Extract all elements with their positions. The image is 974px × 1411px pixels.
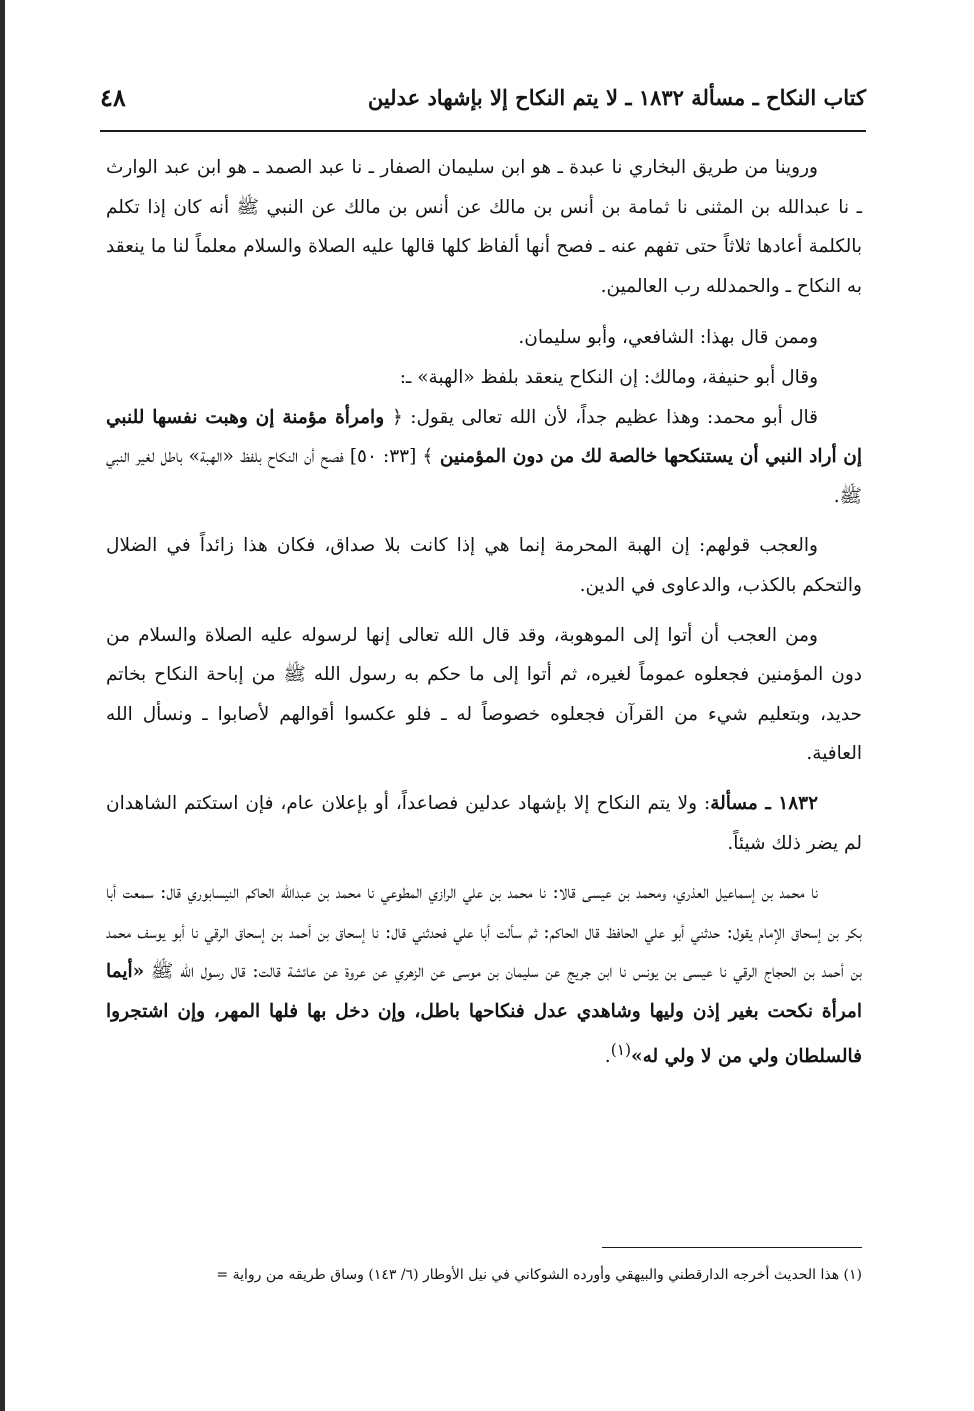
paragraph-text: ﴾ [٣٣: ٥٠] فصح أن النكاح بلفظ «الهبة» باطل لغير النبي ﷺ. <box>106 446 862 507</box>
page-number: ٤٨ <box>100 82 126 112</box>
paragraph <box>106 873 862 1077</box>
paragraph <box>106 398 862 517</box>
paragraph: وروينا من طريق البخاري نا عبدة ـ هو ابن سليمان الصفار ـ نا عبد الصمد ـ هو ابن عبد الوارث ـ نا عبدالله بن المثنى نا ثمامة بن أنس بن مالك عن أنس بن مالك عن النبي ﷺ أنه كان إذا تكلم بالكلمة أعادها ثلاثاً حتى تفهم عنه ـ فصح أنها ألفاظ كلها قالها عليه الصلاة والسلام معلماً لنا ما ينعقد به النكاح ـ والحمدلله رب العالمين. <box>106 157 862 297</box>
paragraph: والعجب قولهم: إن الهبة المحرمة إنما هي إذا كانت بلا صداق، فكان هذا زائداً في الضلال والتحكم بالكذب، والدعاوى في الدين. <box>106 535 862 596</box>
quran-quote: وامرأة مؤمنة إن وهبت نفسها للنبي إن أراد النبي أن يستنكحها خالصة لك من دون المؤمنين <box>106 406 862 468</box>
paragraph-text: قال أبو محمد: وهذا عظيم جداً، لأن الله تعالى يقول: ﴿ <box>392 406 818 428</box>
header-rule <box>100 130 866 132</box>
page-header <box>100 72 866 122</box>
running-title: كتاب النكاح ـ مسألة ١٨٣٢ ـ لا يتم النكاح إلا بإشهاد عدلين <box>367 84 866 110</box>
footnote-rule <box>602 1247 862 1248</box>
main-text <box>106 148 862 1077</box>
paragraph-text: نا محمد بن إسماعيل العذري، ومحمد بن عيسى قالا: نا محمد بن علي الرازي المطوعي نا محمد بن عبدالله الحاكم النيسابوري قال: سمعت أبا بكر بن إسحاق الإمام يقول: حدثني أبو علي الحافظ قال الحاكم: ثم سألت أبا علي فحدثني قال: نا إسحاق بن أحمد بن إسحاق الرقي نا أبو يوسف محمد بن أحمد بن الحجاج الرقي نا عيسى بن يونس نا ابن جريج عن سليمان بن موسى عن الزهري عن عروة عن عائشة قالت: قال رسول الله ﷺ <box>106 882 862 983</box>
scan-edge <box>0 0 5 1411</box>
footnote: (١) هذا الحديث أخرجه الدارقطني والبيهقي وأورده الشوكاني في نيل الأوطار (٦/ ١٤٣) وساق طريقه من رواية = <box>216 1267 862 1283</box>
paragraph-text: : ولا يتم النكاح إلا بإشهاد عدلين فصاعداً، أو بإعلان عام، فإن استكتم الشاهدان لم يضر ذلك شيئاً. <box>106 792 862 854</box>
paragraph: وقال أبو حنيفة، ومالك: إن النكاح ينعقد بلفظ «الهبة» ـ: <box>399 366 818 388</box>
paragraph: وممن قال بهذا: الشافعي، وأبو سليمان. <box>518 327 818 349</box>
paragraph-text: . <box>604 1046 611 1068</box>
paragraph <box>106 784 862 863</box>
paragraph: ومن العجب أن أتوا إلى الموهوبة، وقد قال الله تعالى إنها لرسوله عليه الصلاة والسلام من دون المؤمنين فجعلوه عموماً لغيره، ثم أتوا إلى ما حكم به رسول الله ﷺ من إباحة النكاح بخاتم حديد، وبتعليم شيء من القرآن فجعلوه خصوصاً له ـ فلو عكسوا أقوالهم لأصابوا ـ ونسأل الله العافية. <box>106 624 862 765</box>
issue-label: ١٨٣٢ ـ مسألة <box>710 792 819 814</box>
hadith-quote: «أيما امرأة نكحت بغير إذن وليها وشاهدي عدل فنكاحها باطل، وإن دخل بها فلها المهر، وإن اشتجروا فالسلطان ولي من لا ولي له» <box>106 961 862 1068</box>
footnote-ref: (١) <box>610 1041 631 1060</box>
